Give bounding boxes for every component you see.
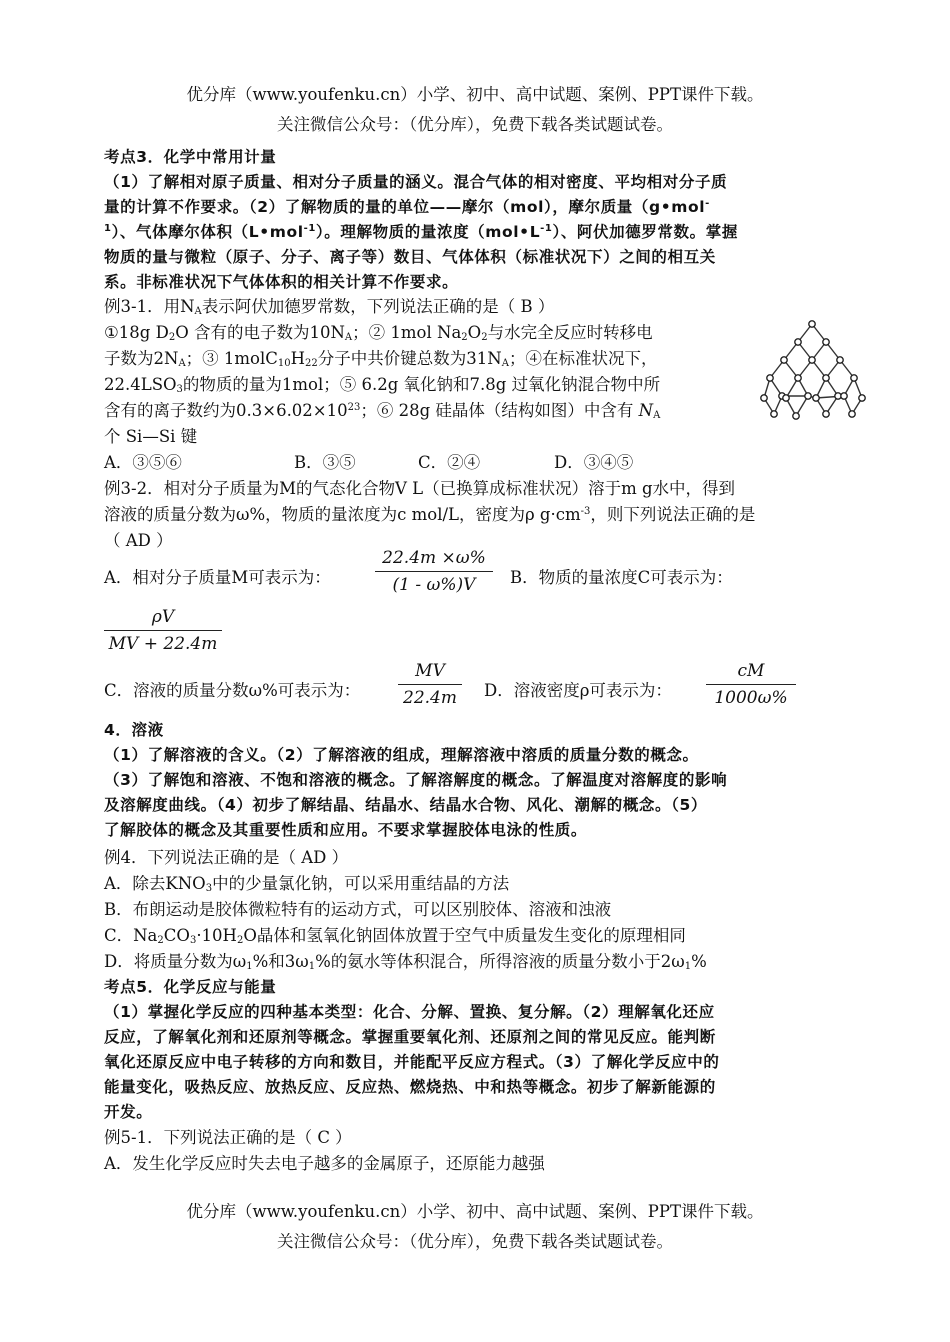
example-3-2-option-b-label: B．物质的量浓度C可表示为： [510, 568, 733, 587]
example-4-stem: 例4．下列说法正确的是（ AD ） [104, 848, 349, 867]
section-3-req-line-5: 系。非标准状况下气体体积的相关计算不作要求。 [104, 273, 459, 291]
section-4-heading: 4．溶液 [104, 721, 164, 739]
footer-line-1: 优分库（www.youfenku.cn）小学、初中、高中试题、案例、PPT课件下载。 [186, 1202, 764, 1221]
option-d: D．③④⑤ [554, 453, 634, 472]
example-4-option-c: C．$Na_2CO_3\cdot 10H_2O$晶体和氢氧化钠固体放置于空气中质量发生变化的原理相同 [104, 926, 686, 946]
silicon-crystal-structure-icon [756, 318, 868, 428]
section-4-req-line-4: 了解胶体的概念及其重要性质和应用。不要求掌握胶体电泳的性质。 [104, 821, 588, 839]
section-5-heading: 考点5．化学反应与能量 [104, 978, 277, 996]
formula-c: MV 22.4m [398, 660, 462, 709]
option-b: B．③⑤ [294, 453, 356, 472]
option-a: A．③⑤⑥ [104, 453, 182, 472]
option-c: C．②④ [418, 453, 481, 472]
section-3-req-line-1: （1）了解相对原子质量、相对分子质量的涵义。混合气体的相对密度、平均相对分子质 [104, 173, 728, 191]
example-4-option-d: D．将质量分数为$\omega_1\%$和$3\omega_1\%$的氨水等体积混合，所得溶液的质量分数小于$2\omega_1\%$ [104, 952, 707, 972]
section-3-req-line-4: 物质的量与微粒（原子、分子、离子等）数目、气体体积（标准状况下）之间的相互关 [104, 248, 716, 266]
example-5-1-stem: 例5-1．下列说法正确的是（ C ） [104, 1128, 352, 1147]
section-5-req-line-3: 氧化还原反应中电子转移的方向和数目，并能配平反应方程式。（3）了解化学反应中的 [104, 1053, 720, 1071]
example-3-2-line-2: 溶液的质量分数为ω%，物质的量浓度为c mol/L，密度为ρ $g\cdot cm^{-3}$，则下列说法正确的是 [104, 505, 756, 524]
footer-line-2: 关注微信公众号：（优分库），免费下载各类试题试卷。 [277, 1232, 673, 1251]
section-4-req-line-1: （1）了解溶液的含义。（2）了解溶液的组成，理解溶液中溶质的质量分数的概念。 [104, 746, 699, 764]
example-3-1-line-4: 含有的离子数约为$0.3\times 6.02\times 10^{23}$；⑥ 28g 硅晶体（结构如图）中含有 $N_A$ [104, 401, 661, 421]
section-3-heading: 考点3．化学中常用计量 [104, 148, 277, 166]
example-3-2-option-c-label: C．溶液的质量分数ω%可表示为： [104, 681, 361, 700]
section-5-req-line-4: 能量变化，吸热反应、放热反应、反应热、燃烧热、中和热等概念。初步了解新能源的 [104, 1078, 716, 1096]
formula-d: cM 1000ω% [706, 660, 796, 709]
example-3-1-stem: 例3-1．用$N_A$表示阿伏加德罗常数，下列说法正确的是（ B ） [104, 297, 555, 317]
section-3-req-line-2: 量的计算不作要求。（2）了解物质的量的单位——摩尔（mol），摩尔质量（g•mol- [104, 198, 710, 216]
formula-a: 22.4m ×ω% (1 - ω%)V [375, 547, 493, 596]
example-3-2-option-d-label: D．溶液密度ρ可表示为： [484, 681, 672, 700]
example-3-1-line-5: 个 Si—Si 键 [104, 427, 198, 446]
example-3-1-line-2: 子数为$2N_A$；③ $1molC_{10}H_{22}$分子中共价键总数为$31N_A$；④在标准状况下， [104, 349, 658, 369]
section-5-req-line-2: 反应，了解氧化剂和还原剂等概念。掌握重要氧化剂、还原剂之间的常见反应。能判断 [104, 1028, 716, 1046]
section-3-req-line-3: $^1$）、气体摩尔体积（L•mol$^{-1}$）。理解物质的量浓度$(mol•L^{-1})$、阿伏加德罗常数。掌握 [104, 223, 738, 241]
section-4-req-line-2: （3）了解饱和溶液、不饱和溶液的概念。了解溶解度的概念。了解温度对溶解度的影响 [104, 771, 728, 789]
header-line-2: 关注微信公众号：（优分库），免费下载各类试题试卷。 [277, 115, 673, 134]
example-3-2-option-a-label: A．相对分子质量M可表示为： [104, 568, 331, 587]
example-3-2-answer: （ AD ） [104, 531, 173, 550]
example-5-1-option-a: A．发生化学反应时失去电子越多的金属原子，还原能力越强 [104, 1154, 545, 1173]
example-3-1-line-1: ①18g $D_2O$ 含有的电子数为$10N_A$；② 1mol $Na_2O_2$与水完全反应时转移电 [104, 323, 653, 343]
section-4-req-line-3: 及溶解度曲线。（4）初步了解结晶、结晶水、结晶水合物、风化、潮解的概念。（5） [104, 796, 707, 814]
example-4-option-b: B．布朗运动是胶体微粒特有的运动方式，可以区别胶体、溶液和浊液 [104, 900, 612, 919]
header-line-1: 优分库（www.youfenku.cn）小学、初中、高中试题、案例、PPT课件下载。 [186, 85, 764, 104]
example-3-1-line-3: $22.4LSO_3$的物质的量为1mol；⑤ 6.2g 氧化钠和7.8g 过氧化钠混合物中所 [104, 375, 661, 395]
example-4-option-a: A．除去$KNO_3$中的少量氯化钠，可以采用重结晶的方法 [104, 874, 510, 894]
section-5-req-line-1: （1）掌握化学反应的四种基本类型：化合、分解、置换、复分解。（2）理解氧化还应 [104, 1003, 715, 1021]
example-3-1-options [104, 452, 633, 474]
formula-b: ρV MV + 22.4m [104, 606, 222, 655]
example-3-2-line-1: 例3-2．相对分子质量为M的气态化合物V L（已换算成标准状况）溶于m g水中，得到 [104, 479, 736, 498]
section-5-req-line-5: 开发。 [104, 1103, 153, 1121]
